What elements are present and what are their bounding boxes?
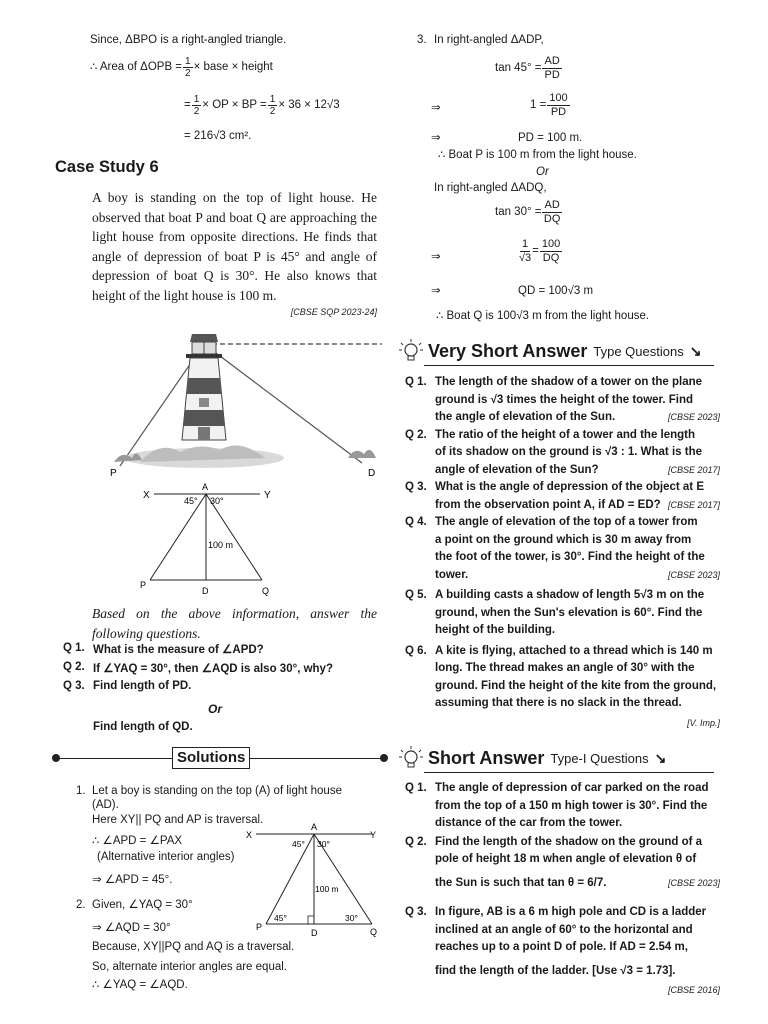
conclusion-2: ∴ Boat Q is 100√3 m from the light house. xyxy=(436,310,650,322)
den: PD xyxy=(550,106,567,118)
case-question xyxy=(63,680,383,699)
q-line: tower. xyxy=(435,568,469,581)
q-line: The ratio of the height of a tower and the length xyxy=(435,428,696,441)
q-line: a point on the ground which is 30 m away from xyxy=(435,533,692,546)
num: 1 xyxy=(193,94,200,105)
arrow: ⇒ xyxy=(431,251,441,263)
sol-text: So, alternate interior angles are equal. xyxy=(92,961,287,973)
num: 100 xyxy=(549,92,568,104)
solutions-title: Solutions xyxy=(172,747,250,769)
q-number: Q 2. xyxy=(63,661,85,673)
lighthouse-figure xyxy=(100,330,390,480)
q-body xyxy=(435,780,720,833)
text: × base × height xyxy=(193,61,273,73)
text: tan 30° = xyxy=(495,206,542,218)
sol-number: 3. xyxy=(417,34,427,46)
q-line: height of the building. xyxy=(435,624,556,636)
vsa-question xyxy=(405,514,720,584)
q-line: The length of the shadow of a tower on the plane xyxy=(435,376,703,388)
q-line: The angle of elevation of the top of a tower from xyxy=(435,516,698,528)
q-text: Find length of PD. xyxy=(93,680,192,692)
q-body xyxy=(435,643,720,731)
sol-text: (Alternative interior angles) xyxy=(97,851,235,863)
q-line: the angle of elevation of the Sun. xyxy=(435,411,616,423)
fig2-x: X xyxy=(143,490,150,501)
sol-text: ⇒ ∠APD = 45°. xyxy=(92,874,173,886)
eq-1 xyxy=(530,92,571,119)
sa-question xyxy=(405,834,720,893)
fig3-y: Y xyxy=(370,830,377,840)
fig2-q: Q xyxy=(262,586,270,596)
vsa-header xyxy=(398,338,701,364)
q-number: Q 2. xyxy=(405,835,427,848)
q-line: ground is √3 times the height of the tower. Find xyxy=(435,393,694,406)
area-calc xyxy=(184,94,340,117)
q-number: Q 1. xyxy=(63,642,85,654)
q-line: Find the length of the shadow on the ground of a xyxy=(435,835,703,848)
q-number: Q 4. xyxy=(405,516,427,528)
sol-text: Here XY|| PQ and AP is traversal. xyxy=(92,814,264,826)
q-line: inclined at an angle of 60° to the horizontal and xyxy=(435,923,693,936)
sol-text: ∴ ∠YAQ = ∠AQD. xyxy=(92,979,188,991)
q-line: the foot of the tower, is 30°. Find the height of the xyxy=(435,551,705,563)
sa-header xyxy=(398,745,666,771)
fig3-ang2: 30° xyxy=(317,839,330,849)
q-line: of its shadow on the ground is √3 : 1. What is the xyxy=(435,446,702,458)
eq-4: QD = 100√3 m xyxy=(518,285,594,297)
text-line: Since, ΔBPO is a right-angled triangle. xyxy=(90,34,287,46)
rule-dot-right xyxy=(380,754,388,762)
q-body xyxy=(435,904,720,998)
q-line: from the observation point A, if AD = ED? xyxy=(435,498,661,511)
or-label: Or xyxy=(536,166,549,178)
fig2-p: P xyxy=(140,580,147,590)
q-number: Q 2. xyxy=(405,428,427,441)
den: PD xyxy=(544,69,560,81)
based-on-text: Based on the above information, answer the following questions. xyxy=(92,606,377,641)
section-title: Very Short Answer xyxy=(428,340,588,361)
num: AD xyxy=(544,199,560,211)
arrow: ⇒ xyxy=(431,102,441,114)
sol-text: Given, ∠YAQ = 30° xyxy=(92,899,193,911)
q-line-row xyxy=(435,567,720,585)
q-body xyxy=(435,374,720,427)
geometry-figure xyxy=(140,482,300,597)
triangle-lines xyxy=(150,494,262,580)
q-ref-row xyxy=(435,713,720,731)
fig3-x: X xyxy=(246,830,253,840)
fraction xyxy=(183,56,193,79)
sa-question xyxy=(405,780,720,833)
q-line: angle of elevation of the Sun? xyxy=(435,463,599,476)
vsa-question xyxy=(405,427,720,480)
fig3-angp: 45° xyxy=(274,913,287,923)
lightbulb-icon xyxy=(398,745,424,771)
fig3-q: Q xyxy=(370,927,378,937)
q-number: Q 3. xyxy=(63,680,85,692)
fraction xyxy=(519,238,531,265)
q-number: Q 3. xyxy=(405,481,427,493)
lighthouse-illustration xyxy=(114,334,382,468)
q-ref-row xyxy=(435,980,720,998)
sol-number: 2. xyxy=(76,899,86,911)
den: 2 xyxy=(193,106,200,117)
q-ref: [CBSE 2023] xyxy=(667,877,720,888)
q-line: reaches up to a point D of pole. If AD = 2.54 m, xyxy=(435,941,688,953)
eq-2: PD = 100 m. xyxy=(518,132,583,144)
sol-text: ∴ ∠APD = ∠PAX xyxy=(92,835,183,847)
fig3-height: 100 m xyxy=(315,884,339,894)
q-ref: [CBSE 2016] xyxy=(667,985,720,995)
fig3-a: A xyxy=(311,822,318,832)
figure1-p-label: P xyxy=(110,468,117,479)
q-line: A building casts a shadow of length 5√3 m on the xyxy=(435,589,705,601)
text: 1 = xyxy=(530,99,547,111)
arrow-down-right-icon: ↘ xyxy=(689,342,702,359)
q-ref: [CBSE 2023] xyxy=(667,569,720,580)
q-line-row xyxy=(435,497,720,515)
fig2-height: 100 m xyxy=(208,540,234,550)
q-line: distance of the car from the tower. xyxy=(435,817,623,829)
q-line: find the length of the ladder. [Use √3 = 1.73]. xyxy=(435,964,676,977)
den: 2 xyxy=(269,106,276,117)
q-line: What is the angle of depression of the object at E xyxy=(435,481,705,493)
sol-text: (AD). xyxy=(92,799,119,811)
triangle-lines xyxy=(256,834,372,924)
alt-question: Find length of QD. xyxy=(93,721,193,733)
q-body xyxy=(435,427,720,480)
fig3-angq: 30° xyxy=(345,913,358,923)
q-line: pole of height 18 m when angle of elevation θ of xyxy=(435,853,697,865)
text: = xyxy=(184,99,191,111)
eq-3 xyxy=(518,238,563,265)
fraction xyxy=(192,94,202,117)
sol-text: Let a boy is standing on the top (A) of light house xyxy=(92,785,342,797)
q-text: If ∠YAQ = 30°, then ∠AQD is also 30°, why? xyxy=(93,663,333,675)
arrow: ⇒ xyxy=(431,132,441,144)
q-body xyxy=(435,514,720,584)
rule-dot-left xyxy=(52,754,60,762)
case-question xyxy=(63,661,383,680)
text: ∴ Area of ΔOPB = xyxy=(90,61,183,73)
fig2-a: A xyxy=(202,482,209,492)
sol-number: 1. xyxy=(76,785,86,797)
tan30-eq xyxy=(495,199,563,226)
sa-question-list xyxy=(405,780,720,998)
fig2-y: Y xyxy=(264,490,271,501)
vsa-question xyxy=(405,643,720,731)
num: 1 xyxy=(185,56,191,67)
figure1-d-label: D xyxy=(368,468,376,479)
fig3-p: P xyxy=(256,922,263,932)
q-number: Q 6. xyxy=(405,644,427,657)
fig3-ang1: 45° xyxy=(292,839,305,849)
section-subtitle: Type-I Questions xyxy=(550,750,649,766)
q-line: the Sun is such that tan θ = 6/7. xyxy=(435,876,607,889)
q-line: from the top of a 150 m high tower is 30°. Find the xyxy=(435,799,708,812)
tan45-eq xyxy=(495,55,563,82)
or-label: Or xyxy=(208,702,223,716)
num: 100 xyxy=(541,238,561,250)
text: = xyxy=(532,245,539,257)
q-body xyxy=(435,587,720,640)
sol-text: ⇒ ∠AQD = 30° xyxy=(92,922,171,934)
arrow: ⇒ xyxy=(431,285,441,297)
den: DQ xyxy=(542,252,560,264)
fig2-ang1: 45° xyxy=(184,496,198,506)
q-line: assuming that there is no slack in the thread. xyxy=(435,697,682,709)
conclusion-1: ∴ Boat P is 100 m from the light house. xyxy=(438,149,637,161)
vsa-question xyxy=(405,479,720,514)
area-result: = 216√3 cm². xyxy=(184,130,252,142)
sa-question xyxy=(405,904,720,998)
q-body xyxy=(435,834,720,893)
num: 1 xyxy=(522,238,529,250)
den: 2 xyxy=(185,68,191,79)
q-line: The angle of depression of car parked on the road xyxy=(435,782,709,794)
q-line: In figure, AB is a 6 m high pole and CD is a ladder xyxy=(435,906,707,918)
area-formula xyxy=(90,56,273,79)
q-text: What is the measure of ∠APD? xyxy=(93,644,264,656)
den: √3 xyxy=(519,252,532,264)
q-ref: [V. Imp.] xyxy=(687,717,720,728)
q-line: A kite is flying, attached to a thread which is 140 m xyxy=(435,644,713,657)
case-question-list xyxy=(63,642,383,699)
q-line: ground. Find the height of the kite from the ground, xyxy=(435,679,717,692)
q-number: Q 3. xyxy=(405,906,427,918)
case-study-title: Case Study 6 xyxy=(55,158,159,176)
case-study-text: A boy is standing on the top of light house. He observed that boat P and boat Q are approaching the light house from opposite directions. He finds that angle of depression of boat P is 45° and angle of depression of boat Q is 30°. He also knows that height of the light house is 100 m. xyxy=(92,190,377,303)
q-ref: [CBSE 2023] xyxy=(667,412,720,422)
vsa-rule xyxy=(424,365,714,366)
sol-text: In right-angled ΔADQ, xyxy=(434,182,547,194)
q-body xyxy=(435,479,720,514)
q-number: Q 1. xyxy=(405,376,427,388)
fig3-d: D xyxy=(311,928,318,938)
text: × OP × BP = xyxy=(202,99,267,111)
q-number: Q 5. xyxy=(405,589,427,601)
vsa-question-list xyxy=(405,374,720,731)
q-line: ground, when the Sun's elevation is 60°. Find the xyxy=(435,606,703,619)
vsa-question xyxy=(405,587,720,640)
num: 1 xyxy=(269,94,276,105)
case-study-ref: [CBSE SQP 2023-24] xyxy=(290,307,377,317)
section-subtitle: Type Questions xyxy=(593,343,684,359)
fraction xyxy=(540,238,562,265)
q-ref: [CBSE 2017] xyxy=(667,464,720,475)
fraction xyxy=(268,94,278,117)
sa-rule xyxy=(424,772,714,773)
text: tan 45° = xyxy=(495,62,542,74)
num: AD xyxy=(544,55,560,67)
q-line-row xyxy=(435,462,720,480)
fig2-ang2: 30° xyxy=(210,496,224,506)
fraction xyxy=(542,199,561,226)
q-line: long. The thread makes an angle of 30° with the xyxy=(435,662,695,674)
q-line-row xyxy=(435,409,720,427)
solution-geometry-figure xyxy=(244,820,384,940)
section-title: Short Answer xyxy=(428,747,545,768)
fig2-d: D xyxy=(202,586,209,596)
q-ref: [CBSE 2017] xyxy=(667,499,720,510)
sol-text: In right-angled ΔADP, xyxy=(434,34,544,46)
case-question xyxy=(63,642,383,661)
fraction xyxy=(547,92,569,119)
text: × 36 × 12√3 xyxy=(278,99,340,111)
vsa-question xyxy=(405,374,720,427)
lightbulb-icon xyxy=(398,338,424,364)
sol-text: Because, XY||PQ and AQ is a traversal. xyxy=(92,941,295,953)
q-line-row xyxy=(435,875,720,893)
fraction xyxy=(542,55,561,82)
arrow-down-right-icon: ↘ xyxy=(654,749,667,766)
q-number: Q 1. xyxy=(405,782,427,794)
den: DQ xyxy=(543,213,561,225)
